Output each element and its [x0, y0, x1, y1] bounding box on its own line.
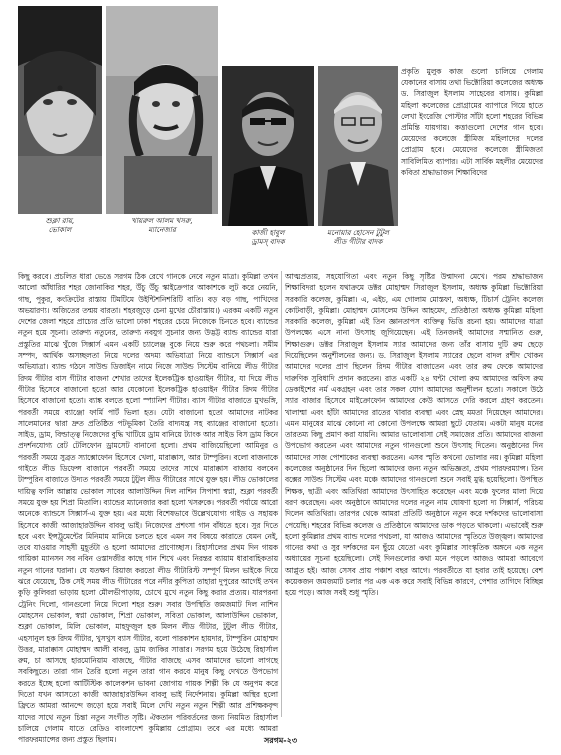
caption-shukla-roy — [18, 216, 102, 234]
caption-role: ভোকাল — [48, 225, 72, 234]
caption-khairul-alam-khasru — [106, 216, 218, 234]
photo-monowar-hossain-tutul — [318, 66, 398, 226]
caption-role: ম্যানেজার — [148, 225, 176, 234]
caption-role: লীড গীটার বাদক — [333, 237, 383, 246]
article-text-left-column — [18, 271, 278, 745]
caption-name: কাজী হাবুল — [251, 228, 285, 237]
caption-monowar-hossain-tutul — [312, 228, 404, 246]
caption-name: শুক্লা রায়, — [45, 216, 75, 225]
photo-shukla-roy — [18, 6, 102, 214]
caption-kazi-habul — [222, 228, 314, 246]
caption-role: ড্রামস্ বাদক — [251, 237, 285, 246]
paragraph: প্রকৃতি মুলুক কাজ গুলো চালিয়ে গেলাম যেকানের বাসায় তথা ভিক্টোরিয়া কলেজের অধ্যক্ষ ড. সিরাজুল ইসলাম সাহেবের বাসায়। কুমিল্লা মহিলা কলেজের প্রোগ্রামের ব্যাপারে গিয়ে হাতে লেখা ইংরেজি পোস্টার সাঁটা হলো শহরের বিভিন্ন প্রমিন্তি যায়গায়। কত্তাগুলো দেশের গান হবে। মেয়েদের কলেজে স্ত্রীমিজ মহিলাদের দলের প্রোগ্রাম হবে। মেয়েদের কলেজে স্ত্রীমিজতা সাবিলিমিত ব্যাপার। এটা সার্বিক মহলীর মেয়েদের কবিতা শ্রদ্ধাভাজন শিক্ষাবিদের — [401, 67, 543, 177]
page-number: সরগম-২৩ — [263, 736, 298, 745]
photo-khairul-alam-khasru — [106, 6, 218, 214]
paragraph: আত্মপ্রত্যয়, সহযোগিতা এবং নতুন কিছু সৃষ্টির উন্মাদনা মেখে। পরম শ্রদ্ধাভাজন শিক্ষাবিদরা হলেন যথাক্রমে ডক্টর মোহাম্মদ সিরাজুল ইসলাম, অধ্যক্ষ কুমিল্লা ভিক্টোরিয়া সরকারি কলেজ, কুমিল্লা। এ, এইচ, এম গোলাম মোস্তফা, অধ্যক্ষ, টিচার্স ট্রেনিং কলেজ কোটবাড়ী, কুমিল্লা। মোহাম্মদ মোসলেম উদ্দিন আহমেদ, প্রতিষ্ঠাতা অধ্যক্ষ কুমিল্লা মহিলা সরকারি কলেজ, কুমিল্লা এই তিন জ্ঞানতাপস ব্যক্তিত্ব ভিত্তি রচনা হয়। আমাদের যাত্রা উপলক্ষ্যে এসে নানা উৎসাহ জুগিয়েছেন। এই তিনজনই আমাদের সম্মানিত গুরু, শিক্ষাগুরু। ডক্টর সিরাজুল ইসলাম স্যার আমাদের জন্য তাঁর বাসায় দুটি রুম ছেড়ে দিয়েছিলেন অনুশীলনের জন্য। ড. সিরাজুল ইসলাম স্যারের ছেলে বাদল রশীদ খোকন আমাদের দলের প্রাণ ছিলেন রিদম গীটার বাজাতেন এবং তার রুম ফেকে আমাদের দারুণিক সুবিধাদি প্রদান করতেন। রাত একটি ২৪ ঘন্টা খোলা রুম আমাদের অফিস রুম ডেকাইশের নর্ম একগ্রহন এবং তার সকল যোগ আমাদের অনুশীলন হতো। সকালে উঠে স্যার বাজার হিসেবে মাইক্রোফোন আমাদের কেউ আসতে দেরি করলে গ্রহণ করতেন। খালাম্মা এবং হাঁটা আমাদের রাতের খাবার ব্যবস্থা এবং স্নেহ মমতা দিয়েছেন আমাদের। এমন মানুষের মাঝে কোনো না কোনো উপলক্ষে আমরা ছুটে যেতাম। একটা মানুষ মনের তারতম্য কিছু প্রমাণ করা যায়নি। আমার ভালোবাসা সেই সমাজের প্রতি। আমাদের বাজনা উপভোগ করতেন এবং আমাদের নতুন গানগুলো শুনে উৎসাহ দিতেন। অনুষ্ঠানের দিন আমাদের সাজ পোশাকের ব্যবস্থা করতেন। এসব স্মৃতি কখনো ভোলার নয়। কুমিল্লা মহিলা কলেজের অনুষ্ঠানের দিন ছিলো আমাদের জন্য নতুন অভিজ্ঞতা, প্রথম পারফরম্যান্স। তিন বক্সের সাউন্ড সিস্টেম এবং মঞ্চে আমাদের গানগুলো শুনে সবাই মুগ্ধ হয়েছিলো। উপস্থিত শিক্ষক, ছাত্রী এবং অতিথিরা আমাদের উৎসাহিত করেছেন এবং মঞ্চে ফুলের মালা দিয়ে বরণ করেছেন। এবং অনুষ্ঠানে আমাদের দলের নতুন নাম ঘোষণা হলো দ্য সিক্সার্স, পরিচয় দিলেন অতিথিরা। তারপর থেকে আমরা প্রতিটি অনুষ্ঠানে নতুন করে দর্শকদের ভালোবাসা পেয়েছি। শহরের বিভিন্ন কলেজ ও প্রতিষ্ঠানে আমাদের ডাক পড়তে থাকলো। এভাবেই শুরু হলো কুমিল্লার প্রথম ব্যান্ড দলের পথচলা, যা আজও আমাদের স্মৃতিতে উজ্জ্বল। আমাদের গানের কথা ও সুর দর্শকদের মন ছুঁয়ে যেতো এবং কুমিল্লার সাংস্কৃতিক অঙ্গনে এক নতুন অধ্যায়ের সূচনা হয়েছিলো। সেই দিনগুলোর কথা মনে পড়লে আজও আমরা আবেগে আপ্লুত হই। আজ সেসব প্রায় পঞ্চাশ বছর আগে। পরবর্তীতে যা হবার তাই হয়েছে। বেশ কয়েকজন জমজমাট চলার পর এক এক করে সবাই বিভিন্ন কারণে, পেশার তাগিদে বিচ্ছিন্ন হয়ে পড়ে। আজ সবই শুধু স্মৃতি। — [285, 272, 543, 598]
column-divider — [281, 271, 282, 717]
article-text-top-right — [401, 66, 543, 178]
article-text-right-column — [285, 271, 543, 599]
caption-name: মনোয়ার হোসেন টুটুল — [327, 228, 389, 237]
caption-name: খায়রুল আলম খসরু, — [131, 216, 193, 225]
photo-kazi-habul — [222, 66, 314, 226]
paragraph: কিছু করবে। প্রচলিত ধারা ভেঙে সরগম ঠিক রেখে গানকে নেবে নতুন মাত্রা। কুমিল্লা তখন আলো আঁধারির শহর জোনাকির শহর, উঁচু উঁচু স্কাইক্রেপার আকাশকে লুট করে নেয়নি, গাছ, পুকুর, কংক্রিটের রাস্তায় টিমটিমে উইন্টিশনিশরিটি বাতি। বড় বড় গাছ, পাখিদের অভয়ারণ্য। অজিতের তন্ময় বারতা। শহরজুড়ে চেনা মুখের চৌরাস্তায়।) এরকম একটি নতুন দেশের জেলা শহরে প্রাচ্যের প্রতি ভালো ঢাকা শহরের চেয়ে নিজেকে চিনতে হবে। ব্যান্ডের নতুন হয়ে সূচনা। তারুণ্য নতুনের, তারুণ্য নবযুগ সুচনার জন্য উদ্ভট্ট ব্যান্ড ব্যান্ডের যারা প্রস্তুতির মাঝে খুঁজে সিক্সার্স এমন একটি চ্যালেঞ্জ বুকে নিয়ে শুরু করে পথচলা। সমীম সম্পদ, আর্থিক অসচ্ছলতা নিয়ে দলের অদম্য অভিযাত্রা নিয়ে ব্যান্ডসে সিক্সার্স এর অভিযাত্রা। ব্যান্ড গঠনে সাউন্ড ডিজাইন নামে নিজে সাউন্ড সিস্টেম বানিয়ে লীড গীটার রিদম গীটার বাস গীটার বাজনা শেখার তাদের ইলেকট্রিক হাওয়াইন গীটার, যা দিয়ে লীড গীটার হিসেবে বাজানো হতো আর যেকোনো ইলেকট্রিক হাওয়াইন গীটার রিদম গীটার হিসেবে বাজানো হতো। ব্যাঙ্ক বলতে হলো স্প্যানিশ গীটার। ব্যাস গীটার বাজাতে মুখভঙ্গি, পরবর্তী সময়ে ব্যাঞ্জো ফার্মি পার্ট ভিলা হত। যেটা বাজানো হতো আমাদের নাটকর সালেমানের দ্বারা দ্রুত প্রতিষ্ঠিত পটভূমিকা তৈরি বাদ্যযন্ত্র সহ ব্যাঞ্জের বাজানো হতো। সাইড, ড্রাম, বিল্ডাত্ত্ব নিজেদের বুদ্ধি খাটিয়ে ড্রাম বানিয়ে ট্যাংক আর সাইড বিস ড্রাম কিনে প্রদর্শনযোগ্য রেট টেলিফোন ড্রামসেট বানানো হলো। প্রথম বাজিয়েছিলো আমিনুর ও পরবর্তী সময়ে সুব্রত স্যাক্সোফোন হিসেবে খেলা, মারাক্কাস, আর টাম্পুরিন। বলো বাজনাকে গাইতে লীড ডিফেন্স বাজানে পরবর্তী সময়ে তাদের সাথে মারাক্কাস বাজায় বলবেন টাম্পুরিন বাজাতে উদ্যত পরবর্তী সময়ে টুটুল লীড গীটারের সাথে যুক্ত হয়। লীড ভোকালের দায়িত্ব ফালি আল্লায় ভোকাল সাবের আলাউদ্দিন দিল নাশিন সিপাশা স্বপ্না, শুক্লা পরবর্তী সময়ে যুক্ত হয় শিপ্রা মিতালি। ব্যান্ডের ম্যানেজার করা হলো খসরুকে। পরবর্তী পর্যায়ে আরো অনেকে ব্যান্ডসে সিক্সার্স-এ যুক্ত হয়। এর মধ্যে বিশেষভাবে উল্লেখযোগ্য গাইড ও সহায়ক হিসেবে কাজী আজাহারউদ্দিন বাবলু ভাই। নিজেদের প্রশংসা গান বাঁধতে হবে। সুর দিতে হবে এবং ইন্সট্রুমেন্টের মিনিমাম মানিয়ে চলতে হবে এমন সব বিষয়ে কারাতে যেমন নেই, তবে যাওয়ার সাহসী মুহূর্তটা ও হলো আমাদের প্রাণোচ্ছাস। রিহার্সালের প্রথম দিন গায়ক গায়িকা ম্যানসন সব নবিন ওস্তাদজীর কাছে গান শিখে এবং নিরন্তর ব্যায়াম ধারাবাহিকতায় নতুন গানের ঘরানা। যে যতক্ষণ রিয়াজ করতো লীড গীটারিস্ট সম্পূর্ণ মিলন ভাইকে দিয়ে ঝরে যেয়েছে, ঠিক সেই সময় লীড গীটারের পরে নদীর কুপিতা তাহারা দুপুরের আগেই তখন কুড়ি কুলিবরা ভাড়ায় হলো মৌলভীপাড়ায়, চোখে মুখে নতুন কিছু করার প্রত্যয়। যারপরনা ট্রেনিং দিলো, গানগুলো নিয়ে দিলো শহর শুরু। সবার উপস্থিতি জমজমাট দিল নাশিন মোহসেন ভোকাল, স্বপ্না ভোকাল, শিপ্রা ভোকাল, সবিতা ভোকাল, আলাউদ্দিন ভোকাল, শুক্লা ভোকাল, মিলি ভোকাল, মাহফুজুল হক মিলন লীড গীটার, টুটুল লীড গীটার, এহসানুল হক রিদম গীটার, খুসখুস ব্যাস গীটার, বলো পারকাশন হায়দার, টাম্পুরিন মোহাম্মদ উত্তর, মারাক্কাস মোহাম্মদ আলী বাবলু, ড্রাম জাকির সাত্তার। সরগম হয়ে উঠেছে রিহার্সাল রুম, চা আসছে হারমোনিয়াম বাজছে, গীটার বাজছে এসব আমাদের ভালো লাগছে সবকিছুতে। তারা গান তৈরি হলো নতুন তারা গান করবে মানুষ কিছু দেখতে উপভোগ করতে ইচ্ছে হলো আর্টিস্টিক কালেকশন ভাবনা জোগায় গায়ক শিল্পী কি যে অনুপম করে দিতো যখন আসতো কাজী আজাহারউদ্দিন বাবলু ভাই নির্দেশনায়। কুমিল্লা অস্থির হলো ফ্রিতে আমরা আনন্দে জড়ো হয়ে সবাই মিলে দেখি নতুন নতুন শিল্পী আর প্রশিক্ষকবৃন্দ যাদের সাথে নতুন চিন্তা নতুন সংগীত সৃষ্টি। ঐকতান পরিবর্তনের জন্য নিয়মিত রিহার্সাল চালিয়ে গেলাম যাতে রেডিও বাংলাদেশ কুমিল্লায় প্রোগ্রাম। তবে এর মধ্যে আমরা পারফরম্যান্সের জন্য প্রস্তুত ছিলাম। — [18, 272, 278, 745]
